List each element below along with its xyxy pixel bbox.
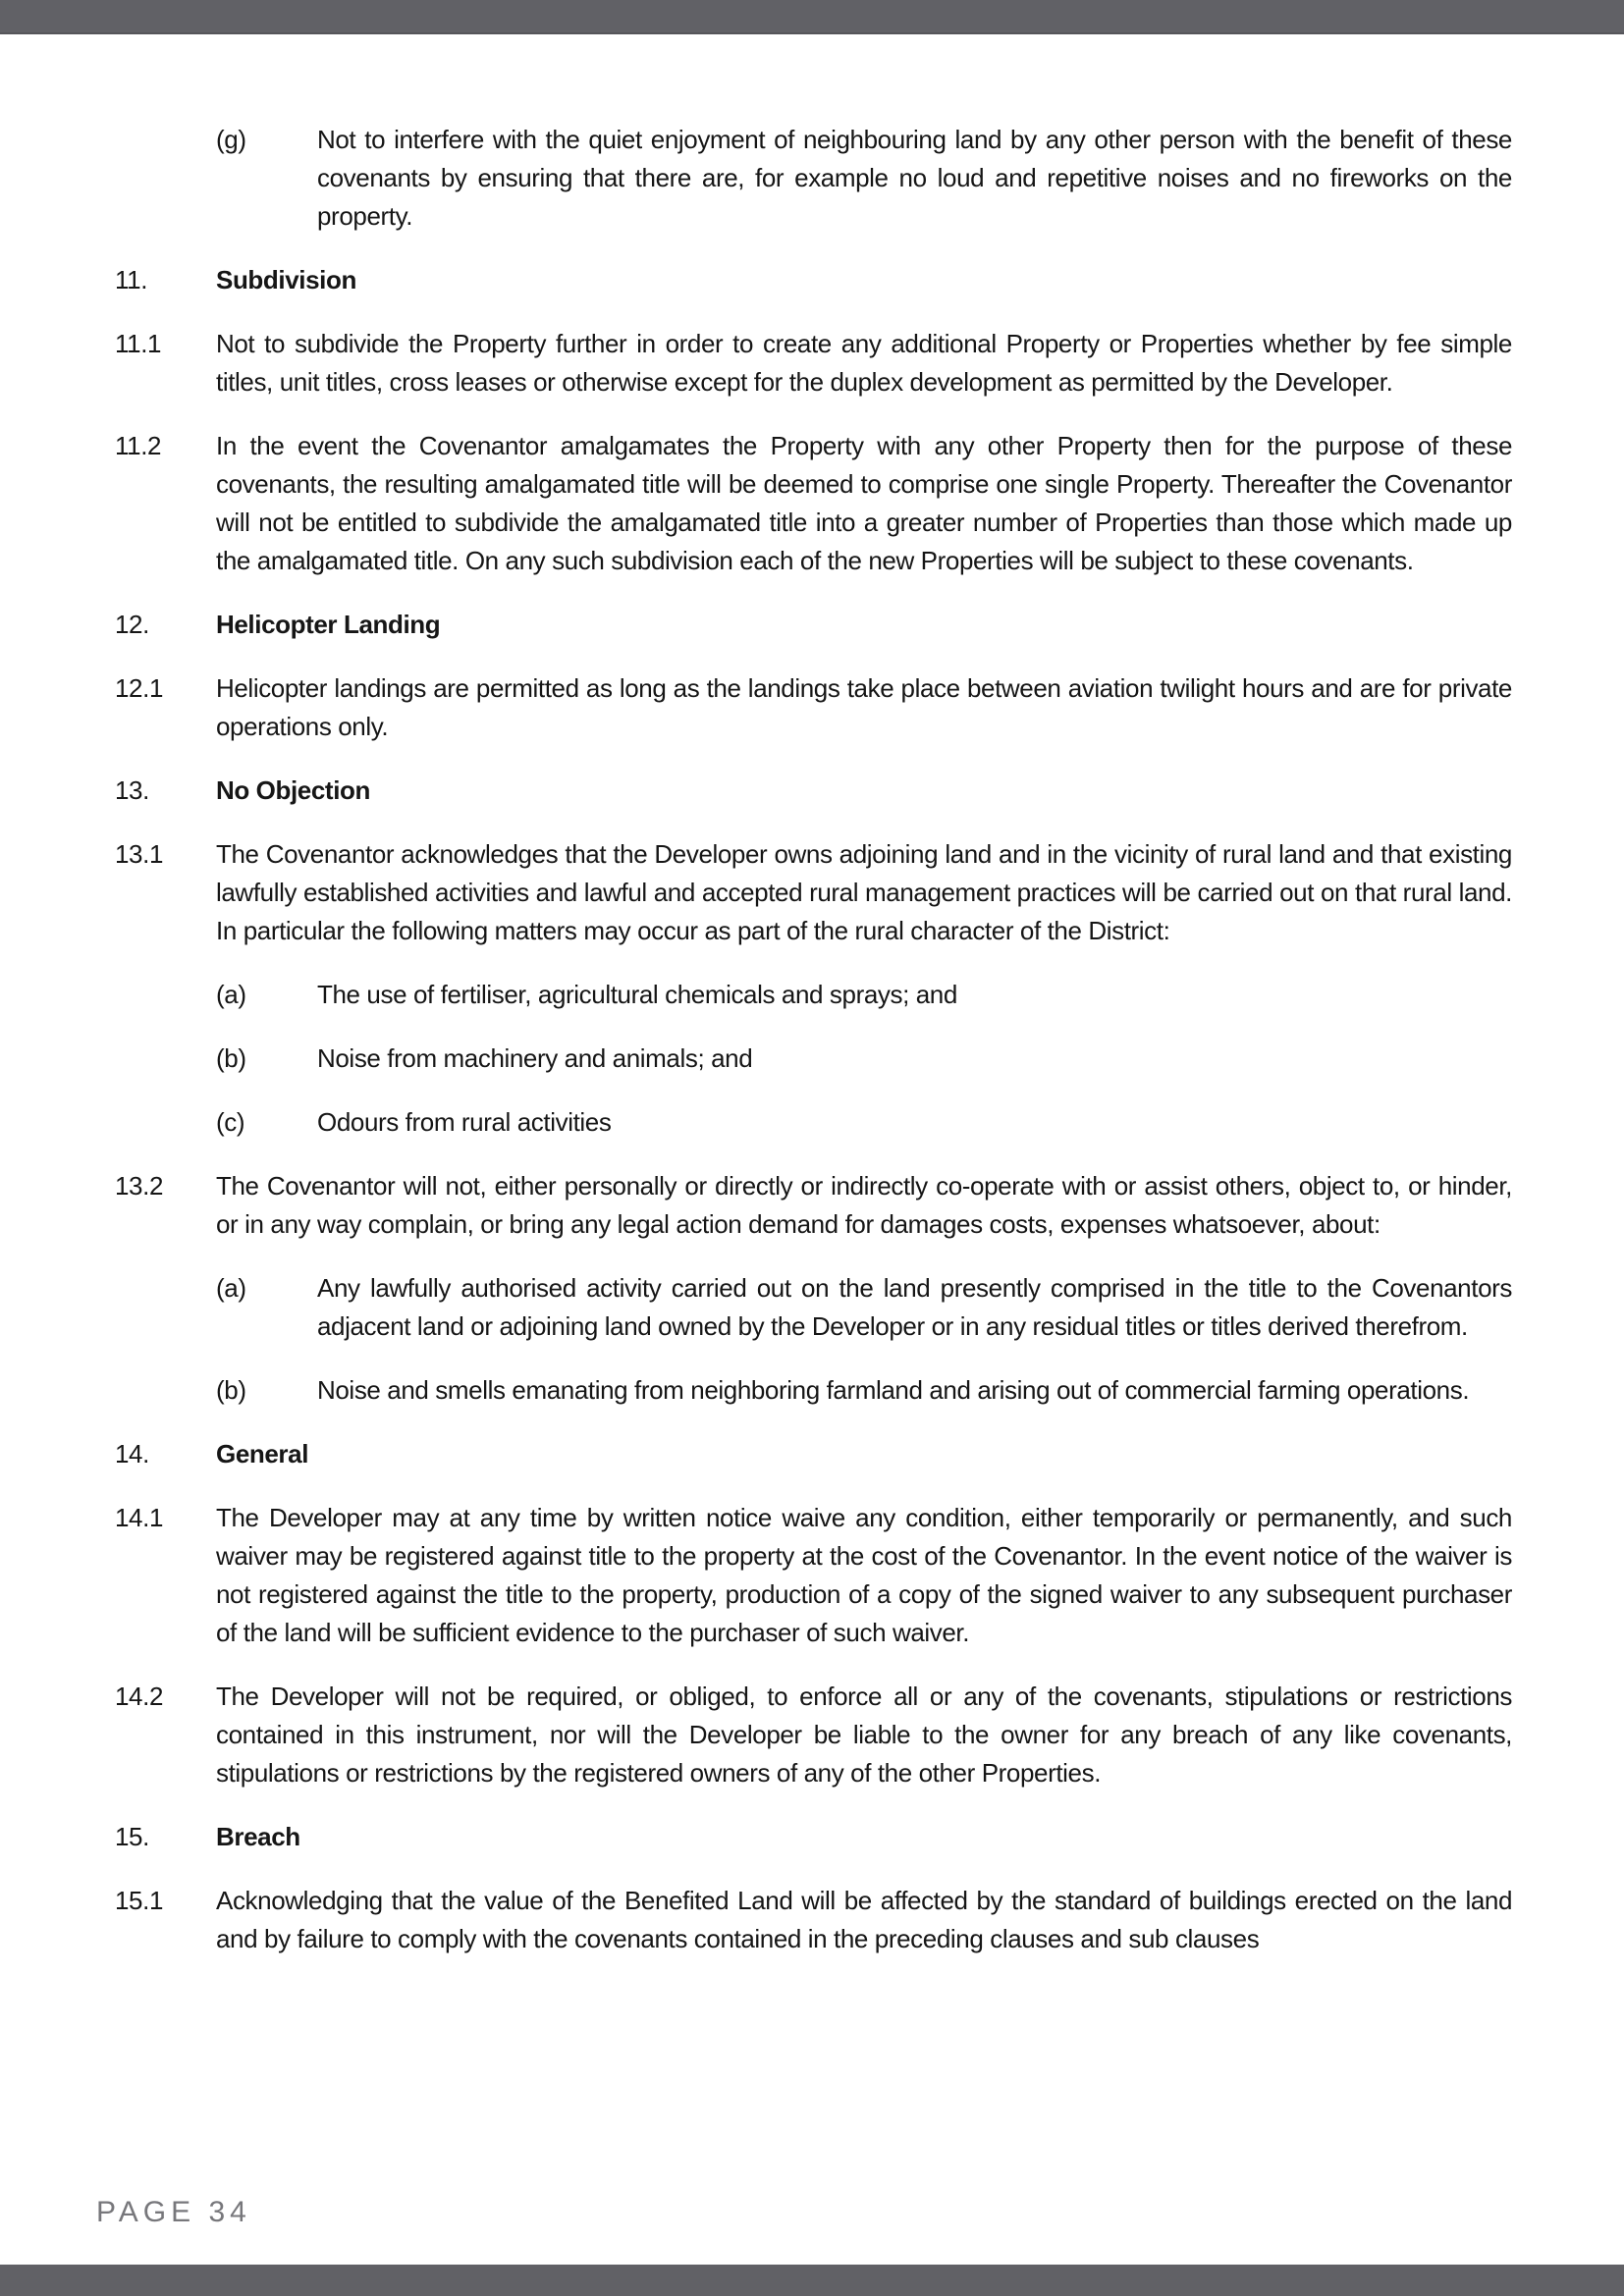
clause-row xyxy=(115,1882,1512,1958)
subitem-text: Noise from machinery and animals; and xyxy=(317,1043,753,1073)
clause-text: The Covenantor will not, either personally or directly or indirectly co-operate with or assist others, object to, or hinder, or in any way complain, or bring any legal action demand for damages costs, expenses whatsoever, about: xyxy=(216,1171,1512,1239)
section-title: Subdivision xyxy=(216,265,356,294)
document-body xyxy=(0,34,1624,1958)
section-heading xyxy=(115,1435,1512,1473)
clause-row xyxy=(115,669,1512,746)
subitem-label: (b) xyxy=(216,1375,246,1405)
clause-number: 13.1 xyxy=(115,839,164,869)
header-bar xyxy=(0,0,1624,34)
clause-text: The Developer will not be required, or obliged, to enforce all or any of the covenants, stipulations or restrictions contained in this instrument, nor will the Developer be liable to the owner for any breach of any like covenants, stipulations or restrictions by the registered owners of any of the other Properties. xyxy=(216,1682,1512,1788)
clause-text: Helicopter landings are permitted as long as the landings take place between aviation twilight hours and are for private operations only. xyxy=(216,673,1512,741)
section-number: 14. xyxy=(115,1439,149,1468)
clause-row xyxy=(115,325,1512,401)
section-title: No Objection xyxy=(216,775,370,805)
section-title: General xyxy=(216,1439,309,1468)
clause-row xyxy=(115,1678,1512,1792)
subitem-text: Any lawfully authorised activity carried out on the land presently comprised in the title to the Covenantors adjacent land or adjoining land owned by the Developer or in any residual titles or titles derived therefrom. xyxy=(317,1273,1512,1341)
subitem-text: The use of fertiliser, agricultural chemicals and sprays; and xyxy=(317,980,957,1009)
clause-row xyxy=(115,1167,1512,1244)
section-number: 15. xyxy=(115,1822,149,1851)
list-item xyxy=(216,1269,1512,1346)
clause-row xyxy=(115,427,1512,580)
clause-number: 14.1 xyxy=(115,1503,164,1532)
clause-row xyxy=(115,1499,1512,1652)
list-item xyxy=(216,976,1512,1014)
clause-number: 12.1 xyxy=(115,673,164,703)
list-item xyxy=(216,1371,1512,1410)
subitem-label: (b) xyxy=(216,1043,246,1073)
section-number: 13. xyxy=(115,775,149,805)
list-item xyxy=(216,1103,1512,1142)
section-title: Breach xyxy=(216,1822,300,1851)
subitem-label: (a) xyxy=(216,980,246,1009)
section-heading xyxy=(115,606,1512,644)
clause-row xyxy=(115,835,1512,950)
clause-text: Not to subdivide the Property further in order to create any additional Property or Properties whether by fee simple titles, unit titles, cross leases or otherwise except for the duplex development as permitted by the Developer. xyxy=(216,329,1512,397)
footer-page-label: PAGE 34 xyxy=(96,2196,251,2228)
clause-text: Acknowledging that the value of the Benefited Land will be affected by the standard of buildings erected on the land and by failure to comply with the covenants contained in the preceding clauses and sub clauses xyxy=(216,1886,1512,1953)
section-number: 12. xyxy=(115,610,149,639)
clause-text: In the event the Covenantor amalgamates the Property with any other Property then for the purpose of these covenants, the resulting amalgamated title will be deemed to comprise one single Property. Thereafter the Covenantor will not be entitled to subdivide the amalgamated title into a greater number of Properties than those which made up the amalgamated title. On any such subdivision each of the new Properties will be subject to these covenants. xyxy=(216,431,1512,575)
clause-number: 11.2 xyxy=(115,431,162,460)
clause-number: 13.2 xyxy=(115,1171,164,1201)
clause-number: 14.2 xyxy=(115,1682,164,1711)
section-heading xyxy=(115,261,1512,299)
subitem-text: Not to interfere with the quiet enjoyment of neighbouring land by any other person with the benefit of these covenants by ensuring that there are, for example no loud and repetitive noises and no fireworks on the property. xyxy=(317,125,1512,231)
subitem-label: (g) xyxy=(216,125,246,154)
subitem-label: (a) xyxy=(216,1273,246,1303)
clause-number: 11.1 xyxy=(115,329,162,358)
subitem-label: (c) xyxy=(216,1107,245,1137)
list-item xyxy=(216,121,1512,236)
clause-number: 15.1 xyxy=(115,1886,164,1915)
list-item xyxy=(216,1040,1512,1078)
section-heading xyxy=(115,772,1512,810)
subitem-text: Odours from rural activities xyxy=(317,1107,612,1137)
section-number: 11. xyxy=(115,265,148,294)
subitem-text: Noise and smells emanating from neighboring farmland and arising out of commercial farming operations. xyxy=(317,1375,1470,1405)
section-title: Helicopter Landing xyxy=(216,610,441,639)
section-heading xyxy=(115,1818,1512,1856)
footer-bar xyxy=(0,2265,1624,2296)
clause-text: The Covenantor acknowledges that the Developer owns adjoining land and in the vicinity of rural land and that existing lawfully established activities and lawful and accepted rural management practices will be carried out on that rural land. In particular the following matters may occur as part of the rural character of the District: xyxy=(216,839,1512,945)
clause-text: The Developer may at any time by written notice waive any condition, either temporarily or permanently, and such waiver may be registered against title to the property at the cost of the Covenantor. In the event notice of the waiver is not registered against the title to the property, production of a copy of the signed waiver to any subsequent purchaser of the land will be sufficient evidence to the purchaser of such waiver. xyxy=(216,1503,1512,1647)
